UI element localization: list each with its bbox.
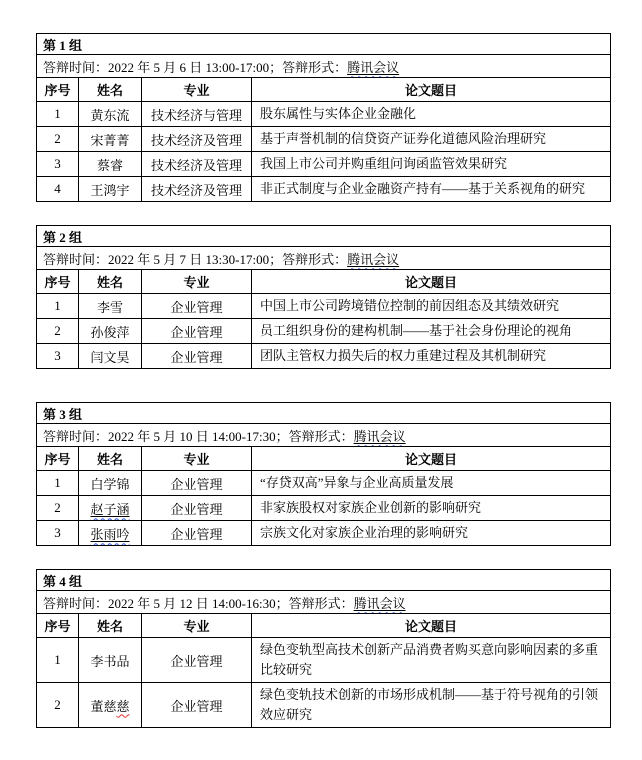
student-major: 企业管理 [142, 521, 252, 546]
student-name: 闫文昊 [79, 344, 142, 369]
col-header-name: 姓名 [79, 614, 142, 638]
student-row [37, 102, 611, 127]
column-header-row [37, 270, 611, 294]
student-no: 4 [37, 177, 79, 202]
student-no: 3 [37, 344, 79, 369]
defense-time-row [37, 55, 611, 78]
student-major: 企业管理 [142, 344, 252, 369]
defense-time-label: 答辩时间： [43, 428, 109, 444]
student-major: 技术经济与管理 [142, 102, 252, 127]
student-name: 孙俊萍 [79, 319, 142, 344]
student-name: 董慈慈 [79, 683, 142, 728]
column-header-row [37, 78, 611, 102]
thesis-title: 团队主管权力损失后的权力重建过程及其机制研究 [252, 344, 611, 369]
col-header-major: 专业 [142, 78, 252, 102]
col-header-major: 专业 [142, 447, 252, 471]
thesis-title: 宗族文化对家族企业治理的影响研究 [252, 521, 611, 546]
col-header-name: 姓名 [79, 78, 142, 102]
student-row [37, 344, 611, 369]
tencent-meeting-link-label: 腾讯会议 [353, 428, 406, 444]
tencent-meeting-link[interactable] [347, 60, 399, 75]
student-name: 李书品 [79, 638, 142, 683]
student-major: 企业管理 [142, 294, 252, 319]
thesis-title: 非家族股权对家族企业创新的影响研究 [252, 496, 611, 521]
thesis-title: 基于声誉机制的信贷资产证券化道德风险治理研究 [252, 127, 611, 152]
col-header-no: 序号 [37, 447, 79, 471]
group-title: 第 4 组 [37, 570, 611, 591]
group-title: 第 2 组 [37, 226, 611, 247]
defense-time-value: 2022 年 5 月 10 日 14:00-17:30； [108, 428, 289, 444]
defense-form-label: 答辩形式： [288, 595, 354, 611]
col-header-major: 专业 [142, 614, 252, 638]
student-row [37, 152, 611, 177]
student-major: 技术经济及管理 [142, 127, 252, 152]
col-header-major: 专业 [142, 270, 252, 294]
student-no: 1 [37, 102, 79, 127]
student-no: 1 [37, 471, 79, 496]
thesis-title: “存贷双高”异象与企业高质量发展 [252, 471, 611, 496]
student-no: 2 [37, 127, 79, 152]
thesis-title: 中国上市公司跨境错位控制的前因组态及其绩效研究 [252, 294, 611, 319]
student-name [79, 496, 142, 521]
col-header-thesis: 论文题目 [252, 270, 611, 294]
group-table [36, 402, 611, 546]
student-no: 1 [37, 638, 79, 683]
thesis-title: 绿色变轨技术创新的市场形成机制——基于符号视角的引领效应研究 [252, 683, 611, 728]
defense-form-label: 答辩形式： [288, 428, 354, 444]
student-no: 3 [37, 152, 79, 177]
student-major: 企业管理 [142, 496, 252, 521]
student-row [37, 683, 611, 728]
column-header-row [37, 614, 611, 638]
student-name: 李雪 [79, 294, 142, 319]
student-row [37, 638, 611, 683]
student-name: 宋菁菁 [79, 127, 142, 152]
defense-time-value: 2022 年 5 月 7 日 13:30-17:00； [108, 251, 283, 267]
student-row [37, 496, 611, 521]
student-row [37, 294, 611, 319]
student-major: 技术经济及管理 [142, 152, 252, 177]
column-header-row [37, 447, 611, 471]
thesis-title: 非正式制度与企业金融资产持有——基于关系视角的研究 [252, 177, 611, 202]
col-header-no: 序号 [37, 270, 79, 294]
spellcheck-marked-char: 慈 [116, 698, 130, 714]
student-major: 技术经济及管理 [142, 177, 252, 202]
student-name: 黄东流 [79, 102, 142, 127]
group-title-row [37, 403, 611, 424]
student-major: 企业管理 [142, 471, 252, 496]
group-table [36, 33, 611, 202]
student-row [37, 471, 611, 496]
student-name [79, 521, 142, 546]
col-header-no: 序号 [37, 614, 79, 638]
group-title-row [37, 570, 611, 591]
student-no: 3 [37, 521, 79, 546]
student-row [37, 127, 611, 152]
defense-time-value: 2022 年 5 月 6 日 13:00-17:00； [108, 59, 283, 75]
col-header-thesis: 论文题目 [252, 78, 611, 102]
defense-time-label: 答辩时间： [43, 59, 109, 75]
defense-form-label: 答辩形式： [282, 59, 348, 75]
thesis-title: 我国上市公司并购重组问询函监管效果研究 [252, 152, 611, 177]
tencent-meeting-link[interactable] [347, 252, 399, 267]
defense-time-value: 2022 年 5 月 12 日 14:00-16:30； [108, 595, 289, 611]
student-major: 企业管理 [142, 319, 252, 344]
thesis-title: 股东属性与实体企业金融化 [252, 102, 611, 127]
defense-time-label: 答辩时间： [43, 595, 109, 611]
student-no: 2 [37, 319, 79, 344]
student-no: 1 [37, 294, 79, 319]
group-title-row [37, 226, 611, 247]
student-row [37, 319, 611, 344]
group-title: 第 3 组 [37, 403, 611, 424]
student-name: 王鸿宇 [79, 177, 142, 202]
col-header-thesis: 论文题目 [252, 614, 611, 638]
student-no: 2 [37, 683, 79, 728]
defense-time-label: 答辩时间： [43, 251, 109, 267]
tencent-meeting-link-label: 腾讯会议 [347, 59, 400, 75]
group-table [36, 225, 611, 369]
defense-time-row [37, 424, 611, 447]
student-name: 蔡睿 [79, 152, 142, 177]
student-major: 企业管理 [142, 638, 252, 683]
tencent-meeting-link-label: 腾讯会议 [347, 251, 400, 267]
col-header-thesis: 论文题目 [252, 447, 611, 471]
student-major: 企业管理 [142, 683, 252, 728]
student-no: 2 [37, 496, 79, 521]
defense-time-row [37, 591, 611, 614]
student-row [37, 521, 611, 546]
defense-form-label: 答辩形式： [282, 251, 348, 267]
defense-time-row [37, 247, 611, 270]
group-title-row [37, 34, 611, 55]
tencent-meeting-link[interactable] [354, 429, 406, 444]
group-title: 第 1 组 [37, 34, 611, 55]
grammar-marked-name: 张雨吟 [90, 526, 130, 542]
student-row [37, 177, 611, 202]
student-name: 白学锦 [79, 471, 142, 496]
thesis-title: 员工组织身份的建构机制——基于社会身份理论的视角 [252, 319, 611, 344]
group-table [36, 569, 611, 728]
tencent-meeting-link[interactable] [354, 596, 406, 611]
tencent-meeting-link-label: 腾讯会议 [353, 595, 406, 611]
col-header-name: 姓名 [79, 447, 142, 471]
thesis-title: 绿色变轨型高技术创新产品消费者购买意向影响因素的多重比较研究 [252, 638, 611, 683]
col-header-no: 序号 [37, 78, 79, 102]
grammar-marked-name: 赵子涵 [90, 501, 130, 517]
col-header-name: 姓名 [79, 270, 142, 294]
